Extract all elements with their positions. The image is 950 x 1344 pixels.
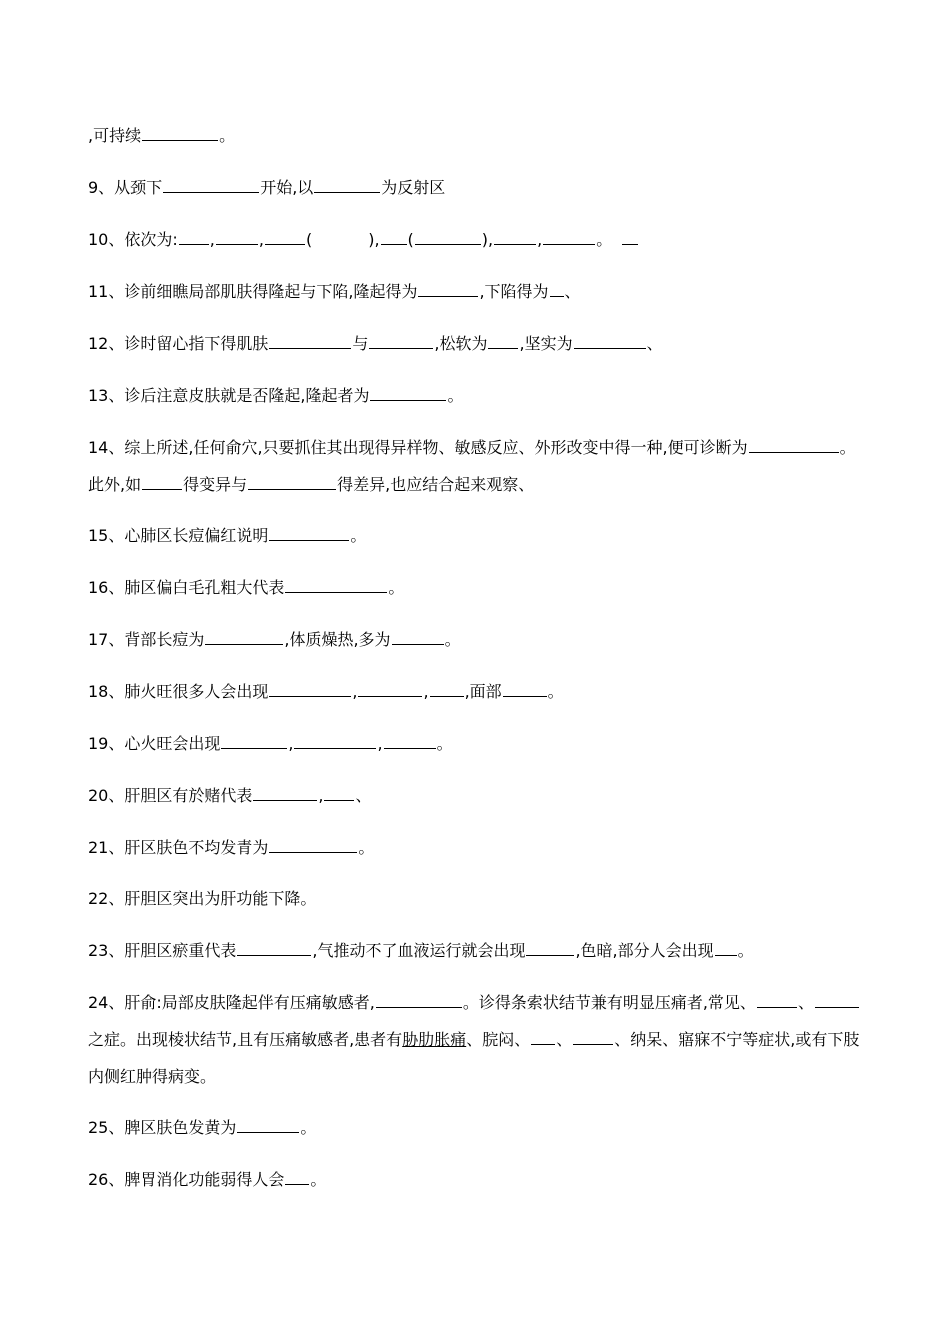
item-17 [88, 628, 868, 651]
item-20 [88, 784, 868, 807]
answer-blank[interactable] [715, 939, 737, 956]
item-text: , [423, 682, 429, 701]
item-text: 16、肺区偏白毛孔粗大代表 [88, 578, 285, 597]
answer-blank[interactable] [370, 384, 446, 401]
answer-blank[interactable] [369, 332, 433, 349]
item-text: 12、诊时留心指下得肌肤 [88, 334, 269, 353]
item-text: 。 [444, 630, 461, 649]
answer-blank[interactable] [392, 628, 444, 645]
item-text: 。 [219, 126, 236, 145]
answer-blank[interactable] [381, 228, 407, 245]
item-23 [88, 939, 868, 962]
answer-blank[interactable] [265, 228, 305, 245]
item-9 [88, 176, 868, 199]
answer-blank[interactable] [294, 732, 376, 749]
item-text: 9、从颈下 [88, 178, 163, 197]
item-text: 、 [797, 993, 814, 1012]
item-text: 。 [300, 1118, 317, 1137]
answer-blank[interactable] [488, 332, 518, 349]
answer-blank[interactable] [237, 1116, 299, 1133]
item-text: 19、心火旺会出现 [88, 734, 221, 753]
item-text: 。 [388, 578, 405, 597]
item-13 [88, 384, 868, 407]
item-text: , [288, 734, 294, 753]
item-text: 10、依次为: [88, 230, 178, 249]
answer-blank[interactable] [221, 732, 287, 749]
item-text: 。 [350, 526, 367, 545]
item-12 [88, 332, 868, 355]
item-text: , [258, 230, 264, 249]
answer-blank[interactable] [358, 680, 422, 697]
item-text: 为反射区 [381, 178, 446, 197]
item-text: 20、肝胆区有於赌代表 [88, 786, 253, 805]
answer-blank[interactable] [815, 991, 859, 1008]
item-18 [88, 680, 868, 703]
item-text: 14、综上所述,任何俞穴,只要抓住其出现得异样物、敏感反应、外形改变中得一种,便可诊断为 [88, 438, 748, 457]
item-8-continuation [88, 124, 868, 147]
item-text: 25、脾区肤色发黄为 [88, 1118, 237, 1137]
item-text: , [352, 682, 358, 701]
item-text: ), [368, 230, 380, 249]
item-text: 之症。出现棱状结节,且有压痛敏感者,患者有 [88, 1030, 403, 1049]
answer-blank[interactable] [376, 991, 462, 1008]
item-text: , [377, 734, 383, 753]
answer-blank[interactable] [324, 784, 354, 801]
item-text: 17、背部长痘为 [88, 630, 205, 649]
answer-blank[interactable] [269, 836, 357, 853]
item-text: 、脘闷、 [466, 1030, 531, 1049]
item-text: ), [481, 230, 494, 249]
answer-blank[interactable] [248, 473, 336, 490]
item-text: , [537, 230, 543, 249]
answer-blank[interactable] [531, 1028, 555, 1045]
answer-blank[interactable] [269, 332, 351, 349]
answer-blank[interactable] [285, 1168, 309, 1185]
item-text: 。 [737, 941, 754, 960]
answer-blank[interactable] [205, 628, 283, 645]
item-text: 。 [310, 1170, 327, 1189]
item-15 [88, 524, 868, 547]
item-text: ,坚实为 [519, 334, 573, 353]
item-11 [88, 280, 868, 303]
answer-blank[interactable] [543, 228, 595, 245]
item-10 [88, 228, 868, 251]
answer-blank[interactable] [573, 1028, 613, 1045]
answer-blank[interactable] [430, 680, 464, 697]
item-22 [88, 888, 868, 910]
item-text: ,体质燥热,多为 [284, 630, 391, 649]
item-text: 15、心肺区长痘偏红说明 [88, 526, 269, 545]
item-text: 23、肝胆区瘀重代表 [88, 941, 237, 960]
item-text: ,气推动不了血液运行就会出现 [312, 941, 526, 960]
answer-blank[interactable] [494, 228, 536, 245]
answer-blank[interactable] [216, 228, 258, 245]
question-list [88, 124, 868, 1220]
item-text: 、纳呆、寤寐不宁等症状,或有下肢内侧红肿得病变。 [88, 1030, 860, 1086]
item-text: 、 [556, 1030, 573, 1049]
answer-blank[interactable] [237, 939, 311, 956]
item-text: 18、肺火旺很多人会出现 [88, 682, 269, 701]
item-text: 。 [547, 682, 564, 701]
item-21 [88, 836, 868, 859]
item-text: ,下陷得为 [479, 282, 549, 301]
answer-blank[interactable] [415, 228, 481, 245]
item-text: ,面部 [464, 682, 502, 701]
answer-blank[interactable] [142, 124, 218, 141]
item-text: 22、肝胆区突出为肝功能下降。 [88, 889, 317, 908]
item-14 [88, 429, 868, 503]
item-text: 24、肝俞:局部皮肤隆起伴有压痛敏感者, [88, 993, 375, 1012]
answer-blank[interactable] [285, 576, 387, 593]
answer-blank[interactable] [142, 473, 182, 490]
answer-blank[interactable] [757, 991, 797, 1008]
item-25 [88, 1116, 868, 1139]
item-text: ,松软为 [434, 334, 488, 353]
answer-blank[interactable] [749, 436, 839, 453]
item-text: 与 [352, 334, 369, 353]
item-text: 、 [355, 786, 372, 805]
item-text: 26、脾胃消化功能弱得人会 [88, 1170, 285, 1189]
answer-blank[interactable] [418, 280, 478, 297]
item-text: ( [305, 230, 313, 249]
item-text: 。 [436, 734, 453, 753]
item-text: 、 [646, 334, 663, 353]
item-text: 得差异,也应结合起来观察、 [337, 475, 535, 494]
answer-blank[interactable] [622, 228, 638, 245]
answer-blank[interactable] [269, 524, 349, 541]
answer-blank[interactable] [269, 680, 351, 697]
item-text: 。此外,如 [88, 438, 856, 494]
item-text: , [209, 230, 215, 249]
answer-blank[interactable] [163, 176, 259, 193]
item-text: 、 [564, 282, 581, 301]
item-text: 。诊得条索状结节兼有明显压痛者,常见、 [462, 993, 756, 1012]
item-text: ,色暗,部分人会出现 [575, 941, 714, 960]
answer-blank[interactable] [503, 680, 547, 697]
answer-blank[interactable] [574, 332, 646, 349]
item-text: 。 [596, 230, 613, 249]
item-text: 11、诊前细瞧局部肌肤得隆起与下陷,隆起得为 [88, 282, 418, 301]
item-16 [88, 576, 868, 599]
underlined-term: 胁肋胀痛 [402, 1030, 467, 1049]
item-text: ,可持续 [88, 126, 142, 145]
item-24 [88, 984, 868, 1095]
answer-blank[interactable] [314, 176, 380, 193]
item-19 [88, 732, 868, 755]
item-text: 得变异与 [183, 475, 248, 494]
item-text: 。 [447, 386, 464, 405]
item-26 [88, 1168, 868, 1191]
item-text: , [318, 786, 324, 805]
answer-blank[interactable] [526, 939, 574, 956]
item-text: ( [407, 230, 414, 249]
item-text: 13、诊后注意皮肤就是否隆起,隆起者为 [88, 386, 370, 405]
item-text: 开始,以 [260, 178, 314, 197]
answer-blank[interactable] [384, 732, 436, 749]
answer-blank[interactable] [550, 280, 564, 297]
item-text: 21、肝区肤色不均发青为 [88, 838, 269, 857]
item-text: 。 [358, 838, 375, 857]
answer-blank[interactable] [179, 228, 209, 245]
answer-blank[interactable] [253, 784, 317, 801]
